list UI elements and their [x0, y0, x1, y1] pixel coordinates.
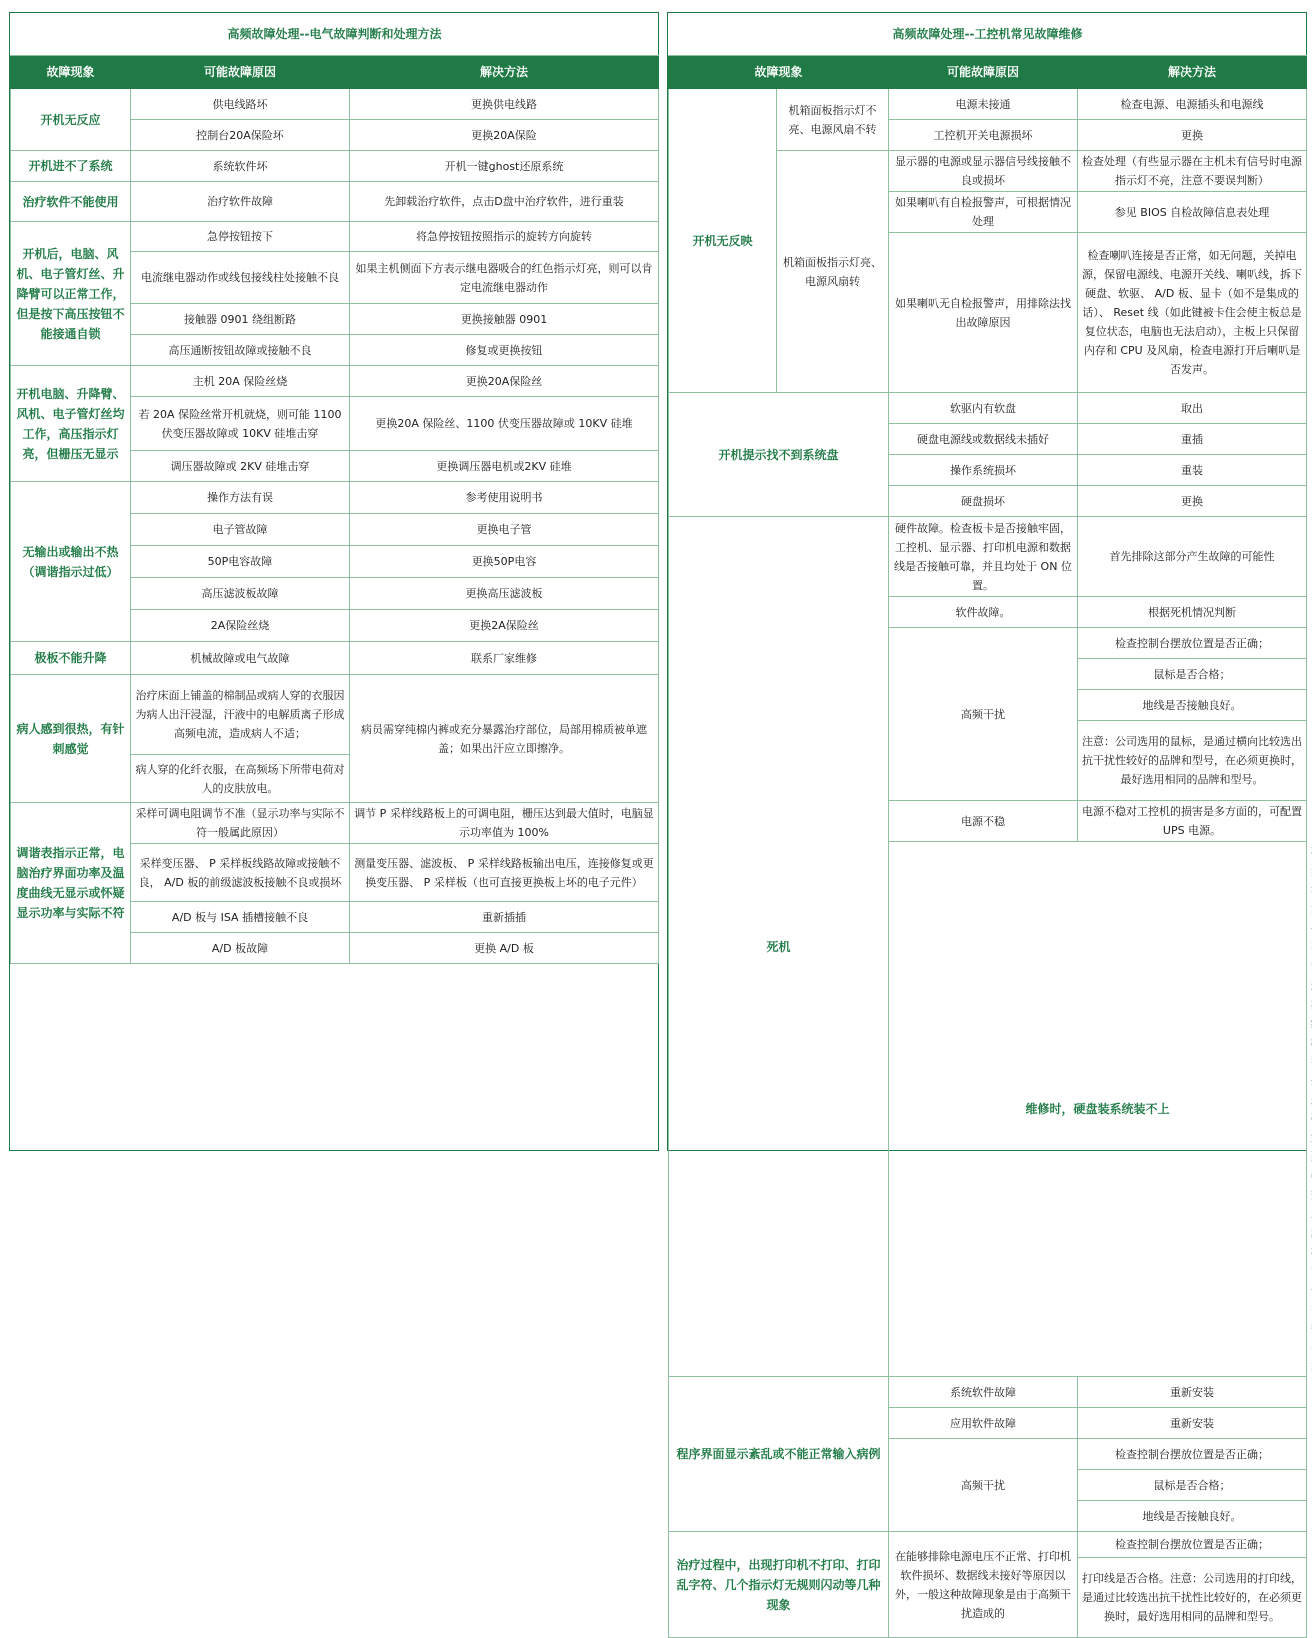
cause-cell: 治疗软件故障 — [131, 182, 350, 222]
cause-cell: 2A保险丝烧 — [131, 610, 350, 642]
fix-cell: 修复或更换按钮 — [350, 335, 659, 366]
cause-cell: 若 20A 保险丝常开机就烧，则可能 1100 伏变压器故障或 10KV 硅堆击穿 — [131, 397, 350, 451]
symptom-cell: 调谐表指示正常，电脑治疗界面功率及温度曲线无显示或怀疑显示功率与实际不符 — [11, 803, 131, 964]
fix-cell: 检查喇叭连接是否正常，如无问题，关掉电源，保留电源线、电源开关线、喇叭线，拆下硬盘、软驱、 A/D 板、显卡（如不是集成的话）、 Reset 线（如此键被卡住会使主板总是复位状态，电脑也无法启动），主板上只保留内存和 CPU 及风扇，检查电源打开后喇叭是否发声。 — [1078, 233, 1307, 393]
cause-cell: 应用软件故障 — [889, 1408, 1078, 1439]
fix-cell: 调节 P 采样线路板上的可调电阻，栅压达到最大值时，电脑显示功率值为 100% — [350, 803, 659, 844]
cause-cell: 高压滤波板故障 — [131, 578, 350, 610]
cause-cell: 硬盘电源线或数据线未插好 — [889, 424, 1078, 455]
fix-cell: 地线是否接触良好。 — [1078, 690, 1307, 721]
cause-cell: 操作方法有误 — [131, 482, 350, 514]
cause-cell: 机械故障或电气故障 — [131, 642, 350, 675]
fix-cell: 检查控制台摆放位置是否正确； — [1078, 628, 1307, 659]
fix-cell: 重装 — [1078, 455, 1307, 486]
cause-cell: 急停按钮按下 — [131, 222, 350, 252]
fix-cell: 更换 — [1078, 120, 1307, 151]
cause-cell: 病人穿的化纤衣服，在高频场下所带电荷对人的皮肤放电。 — [131, 755, 350, 803]
right-header-cause: 可能故障原因 — [889, 56, 1078, 89]
cause-cell: 软驱内有软盘 — [889, 393, 1078, 424]
fix-cell: 首先排除这部分产生故障的可能性 — [1078, 517, 1307, 597]
fix-cell: 更换20A保险 — [350, 120, 659, 151]
cause-cell: 高频干扰 — [889, 628, 1078, 801]
fix-cell: 取出 — [1078, 393, 1307, 424]
fix-cell: 更换接触器 0901 — [350, 304, 659, 335]
symptom-cell: 治疗软件不能使用 — [11, 182, 131, 222]
symptom-cell: 开机后，电脑、风机、电子管灯丝、升降臂可以正常工作，但是按下高压按钮不能接通自锁 — [11, 222, 131, 366]
cause-cell: 硬盘损坏 — [889, 486, 1078, 517]
symptom-cell: 维修时，硬盘装系统装不上 — [889, 842, 1307, 1377]
fix-cell: 更换2A保险丝 — [350, 610, 659, 642]
fix-cell: 先卸载治疗软件，点击D盘中治疗软件，进行重装 — [350, 182, 659, 222]
cause-cell: 主机 20A 保险丝烧 — [131, 366, 350, 397]
fix-cell: 鼠标是否合格； — [1078, 659, 1307, 690]
symptom-cell: 极板不能升降 — [11, 642, 131, 675]
right-header-symptom: 故障现象 — [669, 56, 889, 89]
fix-cell: 电源不稳对工控机的损害是多方面的，可配置 UPS 电源。 — [1078, 801, 1307, 842]
cause-cell: 操作系统损坏 — [889, 455, 1078, 486]
left-panel — [9, 12, 659, 1151]
fix-cell: 检查控制台摆放位置是否正确； — [1078, 1439, 1307, 1470]
cause-cell: A/D 板故障 — [131, 933, 350, 964]
fix-cell: 更换 A/D 板 — [350, 933, 659, 964]
ipc-fault-table — [668, 13, 1307, 1638]
cause-cell: 在能够排除电源电压不正常、打印机软件损坏、数据线未接好等原因以外，一般这种故障现象是由于高频干扰造成的 — [889, 1532, 1078, 1638]
cause-cell: 电源不稳 — [889, 801, 1078, 842]
cause-cell: 硬件故障。检查板卡是否接触牢固，工控机、显示器、打印机电源和数据线是否接触可靠，并且均处于 ON 位置。 — [889, 517, 1078, 597]
cause-cell: 治疗床面上铺盖的棉制品或病人穿的衣服因为病人出汗浸湿，汗液中的电解质离子形成高频电流，造成病人不适； — [131, 675, 350, 755]
sub-symptom-cell: 机箱面板指示灯不亮、电源风扇不转 — [777, 89, 889, 151]
fix-cell: 更换 — [1078, 486, 1307, 517]
left-table-title: 高频故障处理--电气故障判断和处理方法 — [11, 13, 659, 56]
fix-cell: 更换高压滤波板 — [350, 578, 659, 610]
fix-cell: 注意：公司选用的鼠标，是通过横向比较选出抗干扰性较好的品牌和型号，在必须更换时，最好选用相同的品牌和型号。 — [1078, 721, 1307, 801]
left-header-cause: 可能故障原因 — [131, 56, 350, 89]
sub-symptom-cell: 机箱面板指示灯亮、电源风扇转 — [777, 151, 889, 393]
cause-cell: 电流继电器动作或线包接线柱处接触不良 — [131, 252, 350, 304]
cause-cell: 50P电容故障 — [131, 546, 350, 578]
fix-cell: 检查电源、电源插头和电源线 — [1078, 89, 1307, 120]
left-header-symptom: 故障现象 — [11, 56, 131, 89]
fix-cell: 地线是否接触良好。 — [1078, 1501, 1307, 1532]
symptom-cell: 开机进不了系统 — [11, 151, 131, 182]
fix-cell: 打印线是否合格。注意：公司选用的打印线，是通过比较选出抗干扰性比较好的，在必须更换时，最好选用相同的品牌和型号。 — [1078, 1558, 1307, 1638]
fix-cell: 重新安装 — [1078, 1408, 1307, 1439]
fix-cell: 更换供电线路 — [350, 89, 659, 120]
left-header-fix: 解决方法 — [350, 56, 659, 89]
fix-cell: 如果主机侧面下方表示继电器吸合的红色指示灯亮，则可以肯定电流继电器动作 — [350, 252, 659, 304]
fix-cell: 重插 — [1078, 424, 1307, 455]
cause-cell: 调压器故障或 2KV 硅堆击穿 — [131, 451, 350, 482]
cause-cell: 显示器的电源或显示器信号线接触不良或损坏 — [889, 151, 1078, 192]
right-panel — [667, 12, 1307, 1623]
fix-cell: 开机一键ghost还原系统 — [350, 151, 659, 182]
fix-cell: 病员需穿纯棉内裤或充分暴露治疗部位，局部用棉质被单遮盖；如果出汗应立即擦净。 — [350, 675, 659, 803]
symptom-cell: 死机 — [669, 517, 889, 1377]
symptom-cell: 开机无反映 — [669, 89, 777, 393]
cause-cell: 如果喇叭有自检报警声，可根据情况处理 — [889, 192, 1078, 233]
fix-cell: 将急停按钮按照指示的旋转方向旋转 — [350, 222, 659, 252]
fix-cell: 更换50P电容 — [350, 546, 659, 578]
fix-cell: 重新插插 — [350, 902, 659, 933]
fix-cell: 鼠标是否合格； — [1078, 1470, 1307, 1501]
symptom-cell: 无输出或输出不热（调谐指示过低） — [11, 482, 131, 642]
cause-cell: 控制台20A保险坏 — [131, 120, 350, 151]
cause-cell: 采样可调电阻调节不准（显示功率与实际不符一般属此原因） — [131, 803, 350, 844]
cause-cell: 工控机开关电源损坏 — [889, 120, 1078, 151]
cause-cell: 高压通断按钮故障或接触不良 — [131, 335, 350, 366]
right-table-title: 高频故障处理--工控机常见故障维修 — [669, 13, 1307, 56]
symptom-cell: 开机无反应 — [11, 89, 131, 151]
cause-cell: A/D 板与 ISA 插槽接触不良 — [131, 902, 350, 933]
fix-cell: 参考使用说明书 — [350, 482, 659, 514]
electrical-fault-table — [10, 13, 659, 964]
fix-cell: 更换20A 保险丝、1100 伏变压器故障或 10KV 硅堆 — [350, 397, 659, 451]
symptom-cell: 治疗过程中，出现打印机不打印、打印乱字符、几个指示灯无规则闪动等几种现象 — [669, 1532, 889, 1638]
cause-cell: 电源未接通 — [889, 89, 1078, 120]
fix-cell: 联系厂家维修 — [350, 642, 659, 675]
symptom-cell: 病人感到很热，有针刺感觉 — [11, 675, 131, 803]
fix-cell: 更换20A保险丝 — [350, 366, 659, 397]
fix-cell: 重新安装 — [1078, 1377, 1307, 1408]
fix-cell: 参见 BIOS 自检故障信息表处理 — [1078, 192, 1307, 233]
fix-cell: 检查处理（有些显示器在主机未有信号时电源指示灯不亮，注意不要误判断） — [1078, 151, 1307, 192]
cause-cell: 供电线路坏 — [131, 89, 350, 120]
cause-cell: 电子管故障 — [131, 514, 350, 546]
cause-cell: 系统软件故障 — [889, 1377, 1078, 1408]
symptom-cell: 开机电脑、升降臂、风机、电子管灯丝均工作，高压指示灯亮，但栅压无显示 — [11, 366, 131, 482]
fix-cell: 更换电子管 — [350, 514, 659, 546]
cause-cell: 采样变压器、 P 采样板线路故障或接触不良， A/D 板的前级滤波板接触不良或损坏 — [131, 844, 350, 902]
fix-cell: 检查控制台摆放位置是否正确； — [1078, 1532, 1307, 1558]
fix-cell: 更换调压器电机或2KV 硅堆 — [350, 451, 659, 482]
cause-cell: 系统软件坏 — [131, 151, 350, 182]
symptom-cell: 开机提示找不到系统盘 — [669, 393, 889, 517]
cause-cell: 高频干扰 — [889, 1439, 1078, 1532]
fix-cell: 根据死机情况判断 — [1078, 597, 1307, 628]
cause-cell: 接触器 0901 绕组断路 — [131, 304, 350, 335]
cause-cell: 如果喇叭无自检报警声，用排除法找出故障原因 — [889, 233, 1078, 393]
right-header-fix: 解决方法 — [1078, 56, 1307, 89]
symptom-cell: 程序界面显示紊乱或不能正常输入病例 — [669, 1377, 889, 1532]
cause-cell: 软件故障。 — [889, 597, 1078, 628]
fix-cell: 测量变压器、滤波板、 P 采样线路板输出电压，连接修复或更换变压器、 P 采样板（也可直接更换板上坏的电子元件） — [350, 844, 659, 902]
